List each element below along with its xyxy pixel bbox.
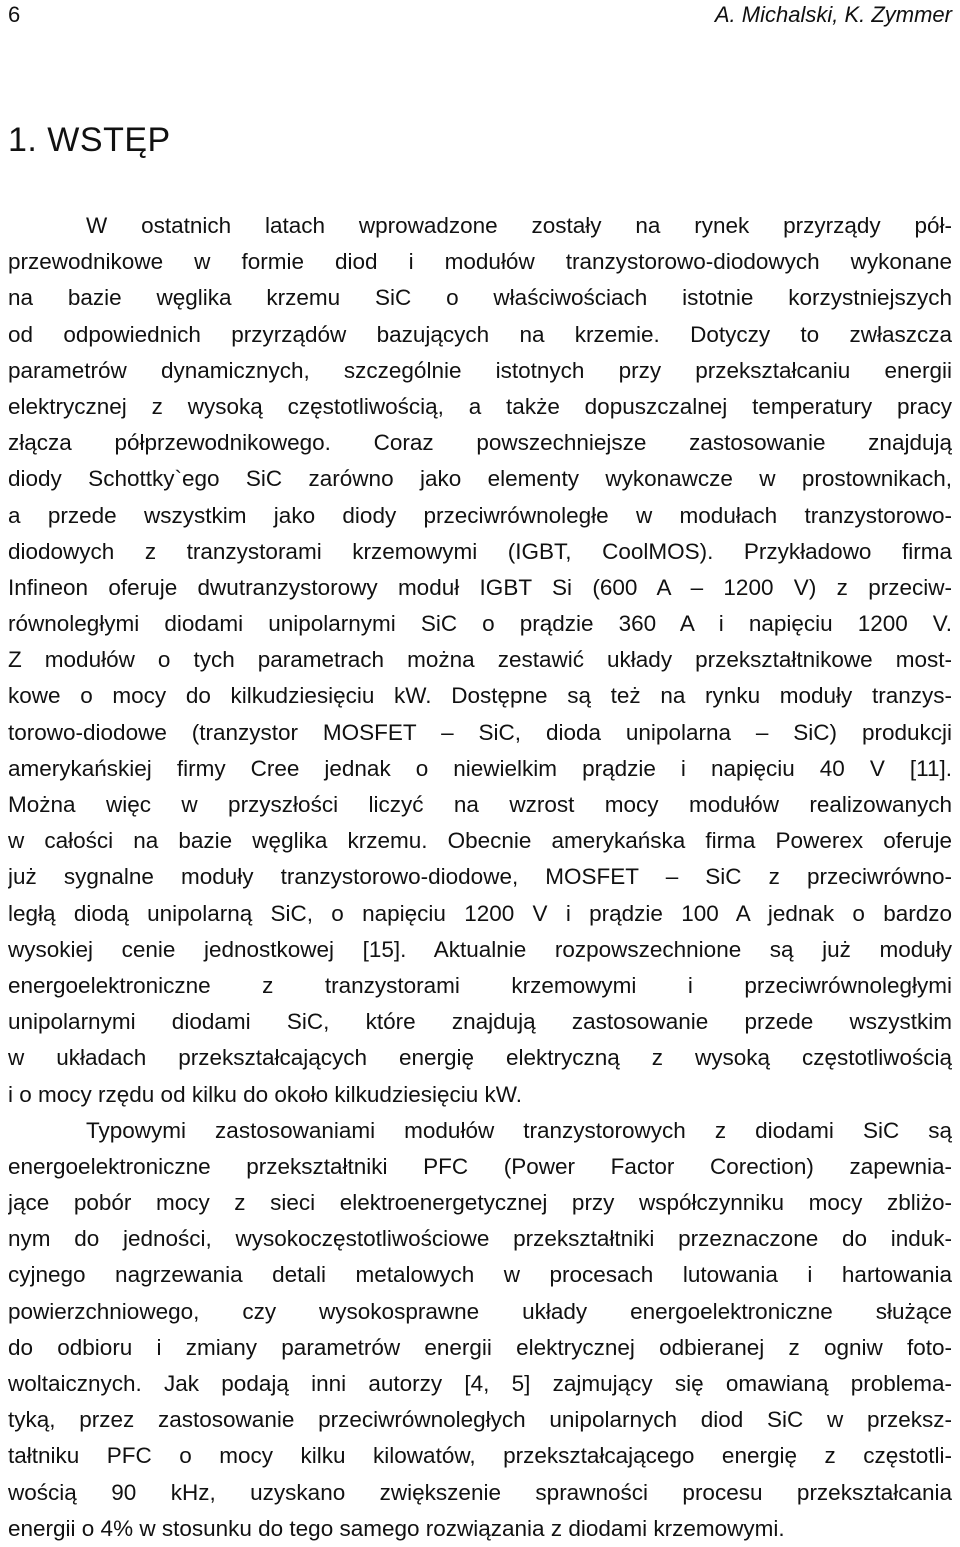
text-line: tałtniku PFC o mocy kilku kilowatów, przekształcającego energię z częstotli-: [8, 1443, 952, 1469]
text-line: na bazie węglika krzemu SiC o właściwościach istotnie korzystniejszych: [8, 285, 952, 311]
text-line: diody Schottky`ego SiC zarówno jako elementy wykonawcze w prostownikach,: [8, 466, 952, 492]
text-line: Można więc w przyszłości liczyć na wzrost mocy modułów realizowanych: [8, 792, 952, 817]
text-line: amerykańskiej firmy Cree jednak o niewielkim prądzie i napięciu 40 V [11].: [8, 755, 952, 781]
text-line: w całości na bazie węglika krzemu. Obecnie amerykańska firma Powerex oferuje: [8, 828, 952, 854]
section-heading: 1. WSTĘP: [8, 121, 171, 159]
text-line: elektrycznej z wysoką częstotliwością, a także dopuszczalnej temperatury pracy: [8, 393, 952, 419]
paragraph-2: [8, 1113, 952, 1547]
text-line: Typowymi zastosowaniami modułów tranzystorowych z diodami SiC są: [86, 1117, 952, 1143]
text-line: wością 90 kHz, uzyskano zwiększenie sprawności procesu przekształcania: [8, 1479, 952, 1505]
text-line: kowe o mocy do kilkudziesięciu kW. Dostępne są też na rynku moduły tranzys-: [8, 683, 952, 709]
body-text: [8, 208, 952, 1547]
paragraph-1: [8, 208, 952, 1113]
text-line: nym do jedności, wysokoczęstotliwościowe przekształtniki przeznaczone do induk-: [8, 1226, 952, 1252]
text-line: unipolarnymi diodami SiC, które znajdują zastosowanie przede wszystkim: [8, 1009, 952, 1035]
text-line: złącza półprzewodnikowego. Coraz powszechniejsze zastosowanie znajdują: [8, 430, 952, 456]
text-line: Infineon oferuje dwutranzystorowy moduł IGBT Si (600 A – 1200 V) z przeciw-: [8, 574, 952, 600]
text-line: do odbioru i zmiany parametrów energii elektrycznej odbieranej z ogniw foto-: [8, 1334, 952, 1360]
text-line: woltaicznych. Jak podają inni autorzy [4, 5] zajmujący się omawianą problema-: [8, 1371, 952, 1396]
text-line: energoelektroniczne z tranzystorami krzemowymi i przeciwrównoległymi: [8, 972, 952, 998]
running-head-authors: A. Michalski, K. Zymmer: [714, 2, 952, 27]
text-line: cyjnego nagrzewania detali metalowych w procesach lutowania i hartowania: [8, 1262, 952, 1288]
text-line: a przede wszystkim jako diody przeciwrównoległe w modułach tranzystorowo-: [8, 502, 952, 528]
text-line: w układach przekształcających energię elektryczną z wysoką częstotliwością: [8, 1045, 952, 1071]
text-line: równoległymi diodami unipolarnymi SiC o prądzie 360 A i napięciu 1200 V.: [8, 611, 952, 637]
text-line: przewodnikowe w formie diod i modułów tranzystorowo-diodowych wykonane: [8, 249, 952, 275]
text-line: energii o 4% w stosunku do tego samego rozwiązania z diodami krzemowymi.: [8, 1515, 785, 1541]
text-line: energoelektroniczne przekształtniki PFC (Power Factor Corection) zapewnia-: [8, 1153, 952, 1179]
text-line: ległą diodą unipolarną SiC, o napięciu 1200 V i prądzie 100 A jednak o bardzo: [8, 900, 952, 926]
text-line: wysokiej cenie jednostkowej [15]. Aktualnie rozpowszechnione są już moduły: [8, 936, 952, 962]
text-line: tyką, przez zastosowanie przeciwrównoległych unipolarnych diod SiC w przeksz-: [8, 1407, 952, 1433]
text-line: Z modułów o tych parametrach można zestawić układy przekształtnikowe most-: [8, 647, 952, 673]
text-line: od odpowiednich przyrządów bazujących na krzemie. Dotyczy to zwłaszcza: [8, 321, 952, 347]
text-line: W ostatnich latach wprowadzone zostały na rynek przyrządy pół-: [86, 213, 952, 238]
text-line: jące pobór mocy z sieci elektroenergetycznej przy współczynniku mocy zbliżo-: [8, 1190, 952, 1216]
page-header: [8, 0, 952, 32]
text-line: torowo-diodowe (tranzystor MOSFET – SiC, dioda unipolarna – SiC) produkcji: [8, 719, 952, 745]
text-line: powierzchniowego, czy wysokosprawne układy energoelektroniczne służące: [8, 1298, 952, 1324]
page-number: 6: [8, 2, 21, 27]
text-line: diodowych z tranzystorami krzemowymi (IGBT, CoolMOS). Przykładowo firma: [8, 538, 952, 564]
text-line: parametrów dynamicznych, szczególnie istotnych przy przekształcaniu energii: [8, 357, 952, 383]
text-line: już sygnalne moduły tranzystorowo-diodowe, MOSFET – SiC z przeciwrówno-: [8, 864, 952, 890]
text-line: i o mocy rzędu od kilku do około kilkudziesięciu kW.: [8, 1081, 522, 1107]
